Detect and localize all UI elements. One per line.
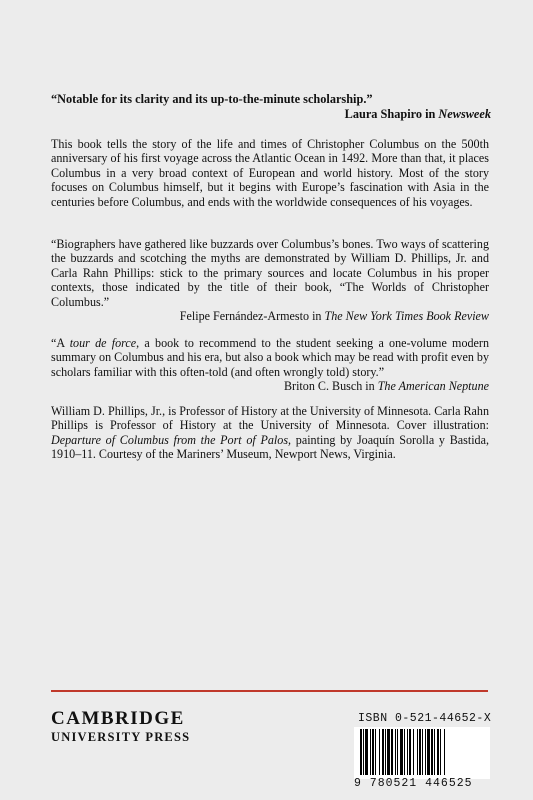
barcode-bars [360, 729, 484, 775]
barcode-digits: 9 780521 446525 [354, 777, 473, 790]
barcode-bar [409, 729, 411, 775]
barcode-bar [382, 729, 384, 775]
barcode-bar [437, 729, 439, 775]
neptune-source: The American Neptune [377, 379, 489, 393]
nyt-quote: “Biographers have gathered like buzzards over Columbus’s bones. Two ways of scattering the buzzards and scotching the myths are demonstrated by William D. Phillips, Jr. and Carla Rahn Phillips: stick to the primary sources and locate Columbus in his proper contexts, those indicated by the title of their book, “The Worlds of Christopher Columbus.” [51, 237, 489, 309]
barcode-bar [379, 729, 380, 775]
barcode-bar [400, 729, 403, 775]
isbn-label: ISBN 0-521-44652-X [358, 712, 492, 725]
nyt-source: The New York Times Book Review [324, 309, 489, 323]
barcode-bar [391, 729, 393, 775]
barcode-bar [413, 729, 414, 775]
barcode-bar [427, 729, 430, 775]
barcode-bar [404, 729, 405, 775]
barcode-bar [360, 729, 362, 775]
barcode-bar [434, 729, 435, 775]
barcode-bar [395, 729, 396, 775]
barcode [354, 727, 490, 790]
newsweek-quote-text: “Notable for its clarity and its up-to-the-minute scholarship.” [51, 92, 373, 106]
publisher-logo [51, 709, 190, 745]
neptune-quote: “A tour de force, a book to recommend to the student seeking a one-volume modern summary on Columbus and his era, but also a book which may be read with profit even by scholars familiar with this often-told (and often wrongly told) story.” [51, 336, 490, 379]
newsweek-source: Newsweek [438, 107, 491, 121]
barcode-bar [385, 729, 386, 775]
barcode-bar [363, 729, 364, 775]
barcode-bar [431, 729, 433, 775]
red-divider [51, 690, 488, 692]
book-description: This book tells the story of the life and times of Christopher Columbus on the 500th anniversary of his first voyage across the Atlantic Ocean in 1492. More than that, it places Columbus in a very broad context of European and world history. Most of the story focuses on Columbus himself, but it begins with Europe’s fascination with Asia in the centuries before Columbus, and ends with the worldwide consequences of his voyages. [51, 137, 489, 209]
barcode-bar [419, 729, 421, 775]
barcode-bar [417, 729, 418, 775]
publisher-subname: UNIVERSITY PRESS [51, 730, 191, 744]
barcode-bar [440, 729, 441, 775]
barcode-bar [407, 729, 408, 775]
barcode-bar [444, 729, 445, 775]
barcode-bar [425, 729, 426, 775]
author-bio: William D. Phillips, Jr., is Professor of History at the University of Minnesota. Carla Rahn Phillips is Professor of History at the University of Minnesota. Cover illustration: Departure of Columbus from the Port of Palos, painting by Joaquín Sorolla y Bastida, 1910–11. Courtesy of the Mariners’ Museum, Newport News, Virginia. [51, 404, 489, 462]
barcode-bar [375, 729, 376, 775]
neptune-attribution: Briton C. Busch in The American Neptune [283, 379, 489, 393]
newsweek-quote [51, 92, 491, 122]
barcode-bar [372, 729, 374, 775]
barcode-bar [422, 729, 423, 775]
barcode-bar [397, 729, 398, 775]
publisher-name: CAMBRIDGE [51, 708, 185, 729]
newsweek-attribution: Laura Shapiro in Newsweek [344, 107, 491, 121]
barcode-bar [387, 729, 390, 775]
nyt-attribution: Felipe Fernández-Armesto in The New York Times Book Review [179, 309, 489, 323]
barcode-bar [370, 729, 371, 775]
barcode-bar [365, 729, 368, 775]
